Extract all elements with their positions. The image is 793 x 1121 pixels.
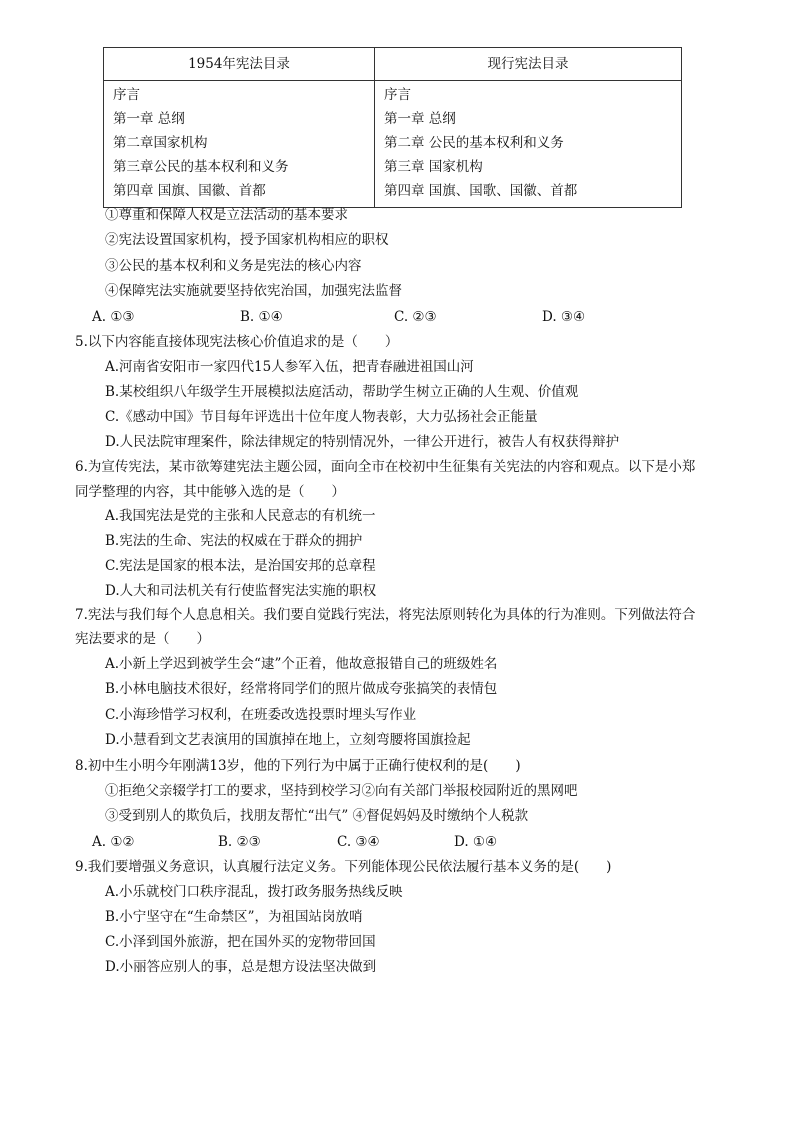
toc-1954-item: 第四章 国旗、国徽、首都 <box>113 183 266 199</box>
toc-current-item: 第一章 总纲 <box>384 111 456 127</box>
q5-option-d[interactable]: D.人民法院审理案件，除法律规定的特别情况外，一律公开进行，被告人有权获得辩护 <box>105 434 620 450</box>
toc-current-item: 第三章 国家机构 <box>384 159 483 175</box>
q9-option-a[interactable]: A.小乐就校门口秩序混乱，拨打政务服务热线反映 <box>105 884 403 900</box>
toc-current-item: 序言 <box>384 87 411 103</box>
q8-option-d[interactable]: D. ①④ <box>454 834 498 850</box>
q6-option-a[interactable]: A.我国宪法是党的主张和人民意志的有机统一 <box>105 508 376 524</box>
toc-1954-item: 第三章公民的基本权利和义务 <box>113 159 289 175</box>
q4-statement: ①尊重和保障人权是立法活动的基本要求 <box>105 207 348 223</box>
q8-option-a[interactable]: A. ①② <box>92 834 135 850</box>
q4-option-b[interactable]: B. ①④ <box>240 309 283 325</box>
q7-stem-line1: 7.宪法与我们每个人息息相关。我们要自觉践行宪法，将宪法原则转化为具体的行为准则。下列做法符合 <box>75 607 696 623</box>
q5-option-a[interactable]: A.河南省安阳市一家四代15人参军入伍，把青春融进祖国山河 <box>105 359 474 375</box>
q8-statements-line1: ①拒绝父亲辍学打工的要求，坚持到校学习②向有关部门举报校园附近的黑网吧 <box>105 783 578 799</box>
q6-option-c[interactable]: C.宪法是国家的根本法，是治国安邦的总章程 <box>105 558 376 574</box>
table-body-row <box>104 81 682 208</box>
q8-option-c[interactable]: C. ③④ <box>337 834 380 850</box>
header-1954: 1954年宪法目录 <box>104 48 375 81</box>
q4-option-a[interactable]: A. ①③ <box>92 309 135 325</box>
toc-1954-item: 第一章 总纲 <box>113 111 185 127</box>
toc-current-item: 第二章 公民的基本权利和义务 <box>384 135 564 151</box>
header-current: 现行宪法目录 <box>375 48 682 81</box>
q4-statement: ④保障宪法实施就要坚持依宪治国，加强宪法监督 <box>105 283 402 299</box>
q6-option-b[interactable]: B.宪法的生命、宪法的权威在于群众的拥护 <box>105 533 363 549</box>
constitution-toc-table <box>103 47 682 208</box>
toc-current-cell <box>375 81 682 208</box>
q8-options <box>92 832 692 852</box>
q5-option-b[interactable]: B.某校组织八年级学生开展模拟法庭活动，帮助学生树立正确的人生观、价值观 <box>105 384 579 400</box>
q5-option-c[interactable]: C.《感动中国》节目每年评选出十位年度人物表彰，大力弘扬社会正能量 <box>105 409 538 425</box>
q6-stem-line1: 6.为宣传宪法，某市欲筹建宪法主题公园，面向全市在校初中生征集有关宪法的内容和观点。以下是小郑 <box>75 459 696 475</box>
q4-statement: ③公民的基本权利和义务是宪法的核心内容 <box>105 258 362 274</box>
q7-option-c[interactable]: C.小海珍惜学习权利，在班委改选投票时埋头写作业 <box>105 707 417 723</box>
q4-options <box>92 307 692 327</box>
q7-stem-line2: 宪法要求的是（ ） <box>75 631 210 647</box>
q4-statement: ②宪法设置国家机构，授予国家机构相应的职权 <box>105 232 389 248</box>
q4-option-c[interactable]: C. ②③ <box>394 309 437 325</box>
toc-1954-item: 序言 <box>113 87 140 103</box>
q9-stem: 9.我们要增强义务意识，认真履行法定义务。下列能体现公民依法履行基本义务的是( ) <box>75 859 612 875</box>
q7-option-b[interactable]: B.小林电脑技术很好，经常将同学们的照片做成夸张搞笑的表情包 <box>105 681 498 697</box>
q8-statements-line2: ③受到别人的欺负后，找朋友帮忙“出气” ④督促妈妈及时缴纳个人税款 <box>105 808 529 824</box>
q4-option-d[interactable]: D. ③④ <box>542 309 586 325</box>
q6-option-d[interactable]: D.人大和司法机关有行使监督宪法实施的职权 <box>105 583 377 599</box>
q9-option-d[interactable]: D.小丽答应别人的事，总是想方设法坚决做到 <box>105 959 377 975</box>
table-header-row <box>104 48 682 81</box>
q9-option-b[interactable]: B.小宁坚守在“生命禁区”，为祖国站岗放哨 <box>105 909 363 925</box>
q6-stem-line2: 同学整理的内容，其中能够入选的是（ ） <box>75 484 345 500</box>
q8-option-b[interactable]: B. ②③ <box>218 834 261 850</box>
toc-1954-cell <box>104 81 375 208</box>
q7-option-d[interactable]: D.小慧看到文艺表演用的国旗掉在地上，立刻弯腰将国旗捡起 <box>105 732 471 748</box>
q8-stem: 8.初中生小明今年刚满13岁，他的下列行为中属于正确行使权利的是( ) <box>75 758 521 774</box>
q7-option-a[interactable]: A.小新上学迟到被学生会“逮”个正着，他故意报错自己的班级姓名 <box>105 656 498 672</box>
toc-current-item: 第四章 国旗、国歌、国徽、首都 <box>384 183 578 199</box>
q9-option-c[interactable]: C.小泽到国外旅游，把在国外买的宠物带回国 <box>105 934 376 950</box>
toc-1954-item: 第二章国家机构 <box>113 135 208 151</box>
q5-stem: 5.以下内容能直接体现宪法核心价值追求的是（ ） <box>75 334 399 350</box>
